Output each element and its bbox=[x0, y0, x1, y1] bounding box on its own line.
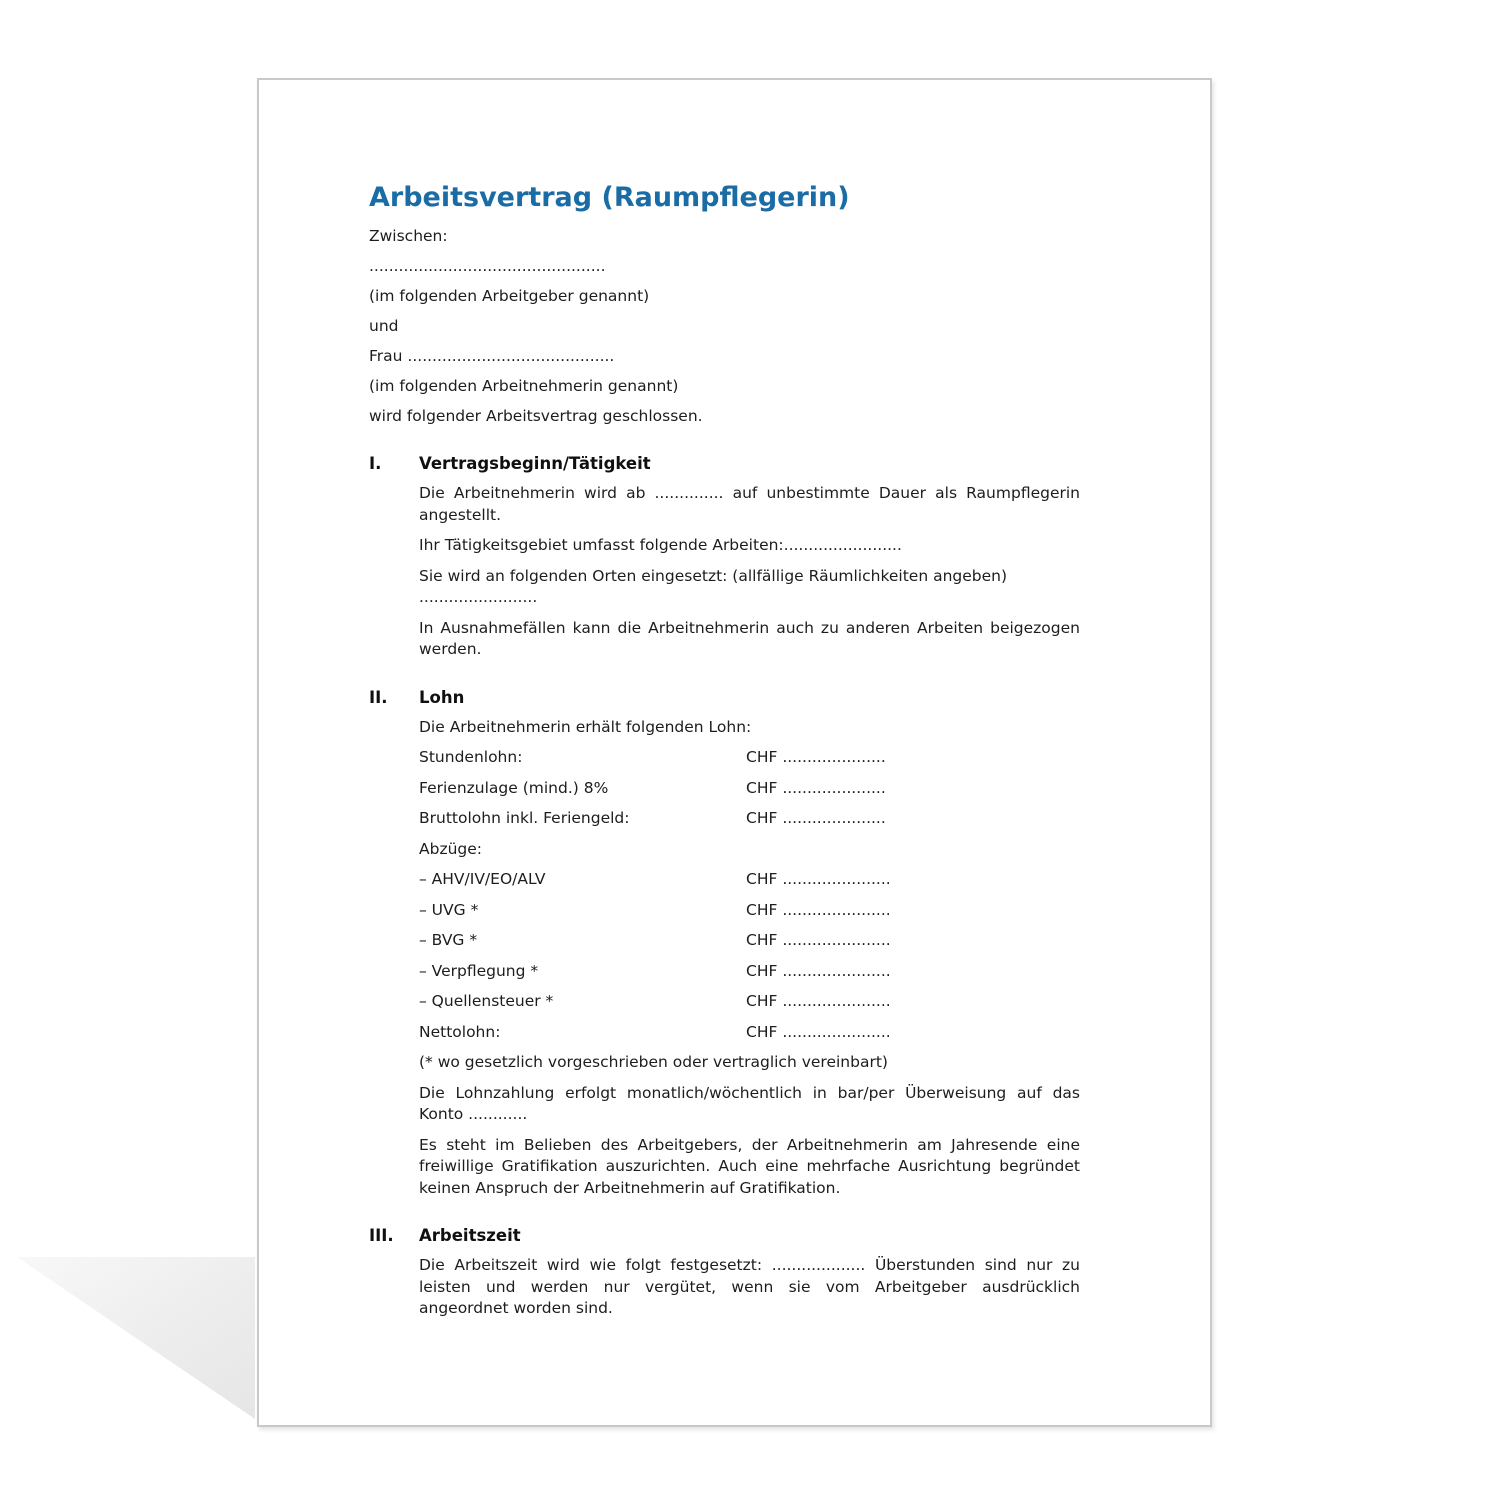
section-body bbox=[419, 483, 1080, 661]
salary-amount-blank: CHF ...................... bbox=[746, 961, 891, 980]
salary-row-verpflegung bbox=[419, 961, 1080, 983]
salary-label: Ferienzulage (mind.) 8% bbox=[419, 778, 609, 797]
section-body bbox=[419, 1255, 1080, 1320]
section-body bbox=[419, 717, 1080, 1200]
contract-parties-intro bbox=[369, 226, 1080, 427]
section-vertragsbeginn-taetigkeit bbox=[369, 453, 1080, 661]
salary-row-stundenlohn bbox=[419, 747, 1080, 769]
intro-line-zwischen: Zwischen: bbox=[369, 227, 448, 245]
salary-label: – Quellensteuer * bbox=[419, 992, 554, 1010]
paragraph bbox=[419, 566, 1080, 609]
document-title: Arbeitsvertrag (Raumpflegerin) bbox=[369, 182, 850, 213]
salary-row-ferienzulage bbox=[419, 778, 1080, 800]
salary-row-ahv-iv-eo-alv bbox=[419, 869, 1080, 891]
section-heading-row bbox=[369, 687, 1080, 708]
salary-label: – AHV/IV/EO/ALV bbox=[419, 870, 546, 888]
salary-label: Abzüge: bbox=[419, 839, 482, 858]
salary-lead-line: Die Arbeitnehmerin erhält folgenden Lohn: bbox=[419, 717, 752, 736]
contract-conclusion-line: wird folgender Arbeitsvertrag geschlossen. bbox=[369, 407, 703, 425]
locations-blank-line: ........................ bbox=[419, 588, 538, 606]
salary-label: Bruttolohn inkl. Feriengeld: bbox=[419, 809, 630, 827]
salary-amount-blank bbox=[746, 839, 1080, 861]
paragraph: Die Arbeitnehmerin wird ab .............. auf unbestimmte Dauer als Raumpflegerin angestellt. bbox=[419, 484, 1080, 524]
employee-name-blank-line: Frau .......................................... bbox=[369, 347, 615, 365]
paragraph: Die Arbeitszeit wird wie folgt festgesetzt: ................... Überstunden sind nur zu leisten und werden nur vergütet, wenn sie vom Arbeitgeber ausdrücklich angeordnet worden sind. bbox=[419, 1256, 1080, 1317]
paragraph: Es steht im Belieben des Arbeitgebers, der Arbeitnehmerin am Jahresende eine freiwillige Gratifikation auszurichten. Auch eine mehrfache Ausrichtung begründet keinen Anspruch der Arbeitnehmerin auf Gratifikation. bbox=[419, 1135, 1080, 1197]
employee-designation-line: (im folgenden Arbeitnehmerin genannt) bbox=[369, 377, 679, 395]
paragraph: Ihr Tätigkeitsgebiet umfasst folgende Arbeiten:........................ bbox=[419, 536, 902, 554]
section-number: III. bbox=[369, 1226, 394, 1245]
salary-amount-blank: CHF ..................... bbox=[746, 748, 886, 766]
contract-document-page bbox=[257, 78, 1212, 1427]
employer-designation-line: (im folgenden Arbeitgeber genannt) bbox=[369, 287, 650, 305]
paragraph: Die Lohnzahlung erfolgt monatlich/wöchentlich in bar/per Überweisung auf das Konto ............ bbox=[419, 1083, 1080, 1123]
section-heading-row bbox=[369, 1225, 1080, 1246]
salary-row-uvg bbox=[419, 900, 1080, 922]
section-number: I. bbox=[369, 454, 382, 473]
section-heading: Lohn bbox=[419, 687, 465, 707]
salary-row-bruttolohn bbox=[419, 808, 1080, 830]
salary-row-abzuege-header bbox=[419, 839, 1080, 861]
paragraph-line: Sie wird an folgenden Orten eingesetzt: (allfällige Räumlichkeiten angeben) bbox=[419, 566, 1008, 585]
salary-amount-blank: CHF ..................... bbox=[746, 809, 886, 827]
salary-table bbox=[419, 747, 1080, 1043]
section-number: II. bbox=[369, 687, 388, 707]
salary-label: – BVG * bbox=[419, 931, 478, 949]
asterisk-footnote: (* wo gesetzlich vorgeschrieben oder vertraglich vereinbart) bbox=[419, 1053, 888, 1071]
section-heading-row bbox=[369, 453, 1080, 474]
section-heading: Vertragsbeginn/Tätigkeit bbox=[419, 454, 651, 473]
salary-label: Nettolohn: bbox=[419, 1022, 501, 1041]
salary-row-nettolohn bbox=[419, 1022, 1080, 1044]
employer-name-blank-line: ................................................ bbox=[369, 257, 606, 275]
section-lohn bbox=[369, 687, 1080, 1200]
salary-label: – Verpflegung * bbox=[419, 961, 539, 980]
salary-label: – UVG * bbox=[419, 900, 479, 919]
salary-amount-blank: CHF ...................... bbox=[746, 992, 891, 1010]
paragraph: In Ausnahmefällen kann die Arbeitnehmerin auch zu anderen Arbeiten beigezogen werden. bbox=[419, 618, 1080, 658]
salary-label: Stundenlohn: bbox=[419, 748, 523, 766]
salary-amount-blank: CHF ...................... bbox=[746, 931, 891, 949]
section-arbeitszeit bbox=[369, 1225, 1080, 1320]
salary-amount-blank: CHF ..................... bbox=[746, 778, 886, 797]
salary-row-quellensteuer bbox=[419, 991, 1080, 1013]
salary-amount-blank: CHF ...................... bbox=[746, 1022, 891, 1041]
salary-amount-blank: CHF ...................... bbox=[746, 870, 891, 888]
intro-line-und: und bbox=[369, 317, 399, 335]
salary-amount-blank: CHF ...................... bbox=[746, 900, 891, 919]
section-heading: Arbeitszeit bbox=[419, 1226, 521, 1245]
page-corner-shadow bbox=[17, 1257, 255, 1419]
salary-row-bvg bbox=[419, 930, 1080, 952]
